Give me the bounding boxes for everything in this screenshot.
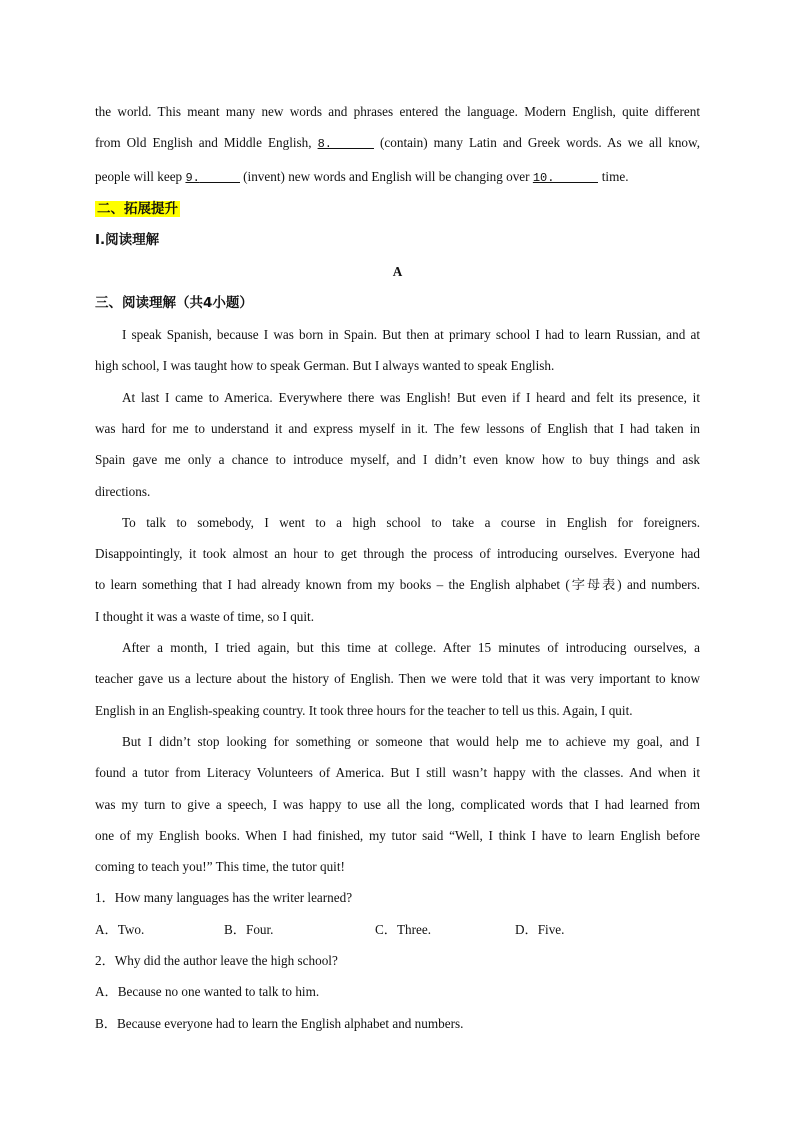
passage-letter: A bbox=[392, 264, 403, 280]
passage-line: I thought it was a waste of time, so I quit. bbox=[95, 608, 315, 624]
passage-line: was my turn to give a speech, I was happy to use all the long, complicated words that I had learned from bbox=[95, 796, 700, 812]
passage bbox=[95, 319, 700, 882]
passage-line: English in an English-speaking country. It took three hours for the teacher to tell us this. Again, I quit. bbox=[95, 702, 633, 718]
blank-10[interactable] bbox=[554, 168, 598, 183]
fill-in-line-2: from Old English and Middle English, 8. (contain) many Latin and Greek words. As we all know, bbox=[95, 135, 700, 152]
section-reading-heading: 三、阅读理解（共4小题） bbox=[95, 294, 253, 311]
passage-line: found a tutor from Literacy Volunteers of America. But I still wasn’t happy with the classes. And when it bbox=[95, 765, 700, 781]
fill-in-line-1: the world. This meant many new words and phrases entered the language. Modern English, quite different bbox=[95, 104, 700, 119]
option-b[interactable]: B．Four. bbox=[224, 921, 274, 937]
question-2: 2．Why did the author leave the high school? bbox=[95, 953, 338, 969]
passage-line: I speak Spanish, because I was born in Spain. But then at primary school I had to learn Russian, and at bbox=[122, 327, 700, 343]
passage-line: teacher gave us a lecture about the history of English. Then we were told that it was very important to know bbox=[95, 671, 700, 687]
passage-line: high school, I was taught how to speak German. But I always wanted to speak English. bbox=[95, 358, 555, 374]
passage-line: coming to teach you!” This time, the tutor quit! bbox=[95, 859, 345, 875]
option-c[interactable]: C．Three. bbox=[375, 921, 432, 937]
reading-label: I.阅读理解 bbox=[95, 232, 160, 249]
passage-line: After a month, I tried again, but this time at college. After 15 minutes of introducing ourselves, a bbox=[122, 640, 700, 656]
passage-line: Spain gave me only a chance to introduce myself, and I didn’t even know how to buy things and ask bbox=[95, 452, 700, 468]
passage-line: At last I came to America. Everywhere there was English! But even if I heard and felt its presence, it bbox=[122, 389, 700, 405]
blank-8[interactable] bbox=[332, 134, 374, 149]
passage-line: But I didn’t stop looking for something or someone that would help me to achieve my goal, and I bbox=[122, 733, 700, 749]
passage-line: one of my English books. When I had finished, my tutor said “Well, I think I have to learn English before bbox=[95, 827, 700, 843]
option-b[interactable]: B．Because everyone had to learn the English alphabet and numbers. bbox=[95, 1015, 464, 1031]
passage-line: To talk to somebody, I went to a high school to take a course in English for foreigners. bbox=[122, 514, 700, 530]
blank-number-8: 8. bbox=[317, 137, 332, 152]
question-1: 1．How many languages has the writer learned? bbox=[95, 890, 353, 906]
blank-9[interactable] bbox=[200, 168, 240, 183]
passage-line: Disappointingly, it took almost an hour to get through the process of introducing ourselves. Everyone had bbox=[95, 546, 700, 562]
question-1-options bbox=[95, 914, 700, 945]
passage-line: to learn something that I had already known from my books – the English alphabet (字母表) and numbers. bbox=[95, 577, 700, 593]
blank-number-10: 10. bbox=[532, 170, 555, 185]
option-a[interactable]: A．Two. bbox=[95, 921, 145, 937]
option-d[interactable]: D．Five. bbox=[515, 921, 565, 937]
passage-line: directions. bbox=[95, 483, 151, 499]
fill-in-line-3: people will keep 9. (invent) new words and English will be changing over 10. time. bbox=[95, 168, 629, 185]
option-a[interactable]: A．Because no one wanted to talk to him. bbox=[95, 984, 320, 1000]
section-extend-heading: 二、拓展提升 bbox=[97, 200, 178, 217]
blank-number-9: 9. bbox=[185, 170, 200, 185]
passage-line: was hard for me to understand it and express myself in it. The few lessons of English that I had taken in bbox=[95, 420, 700, 436]
document-page bbox=[95, 96, 700, 1039]
